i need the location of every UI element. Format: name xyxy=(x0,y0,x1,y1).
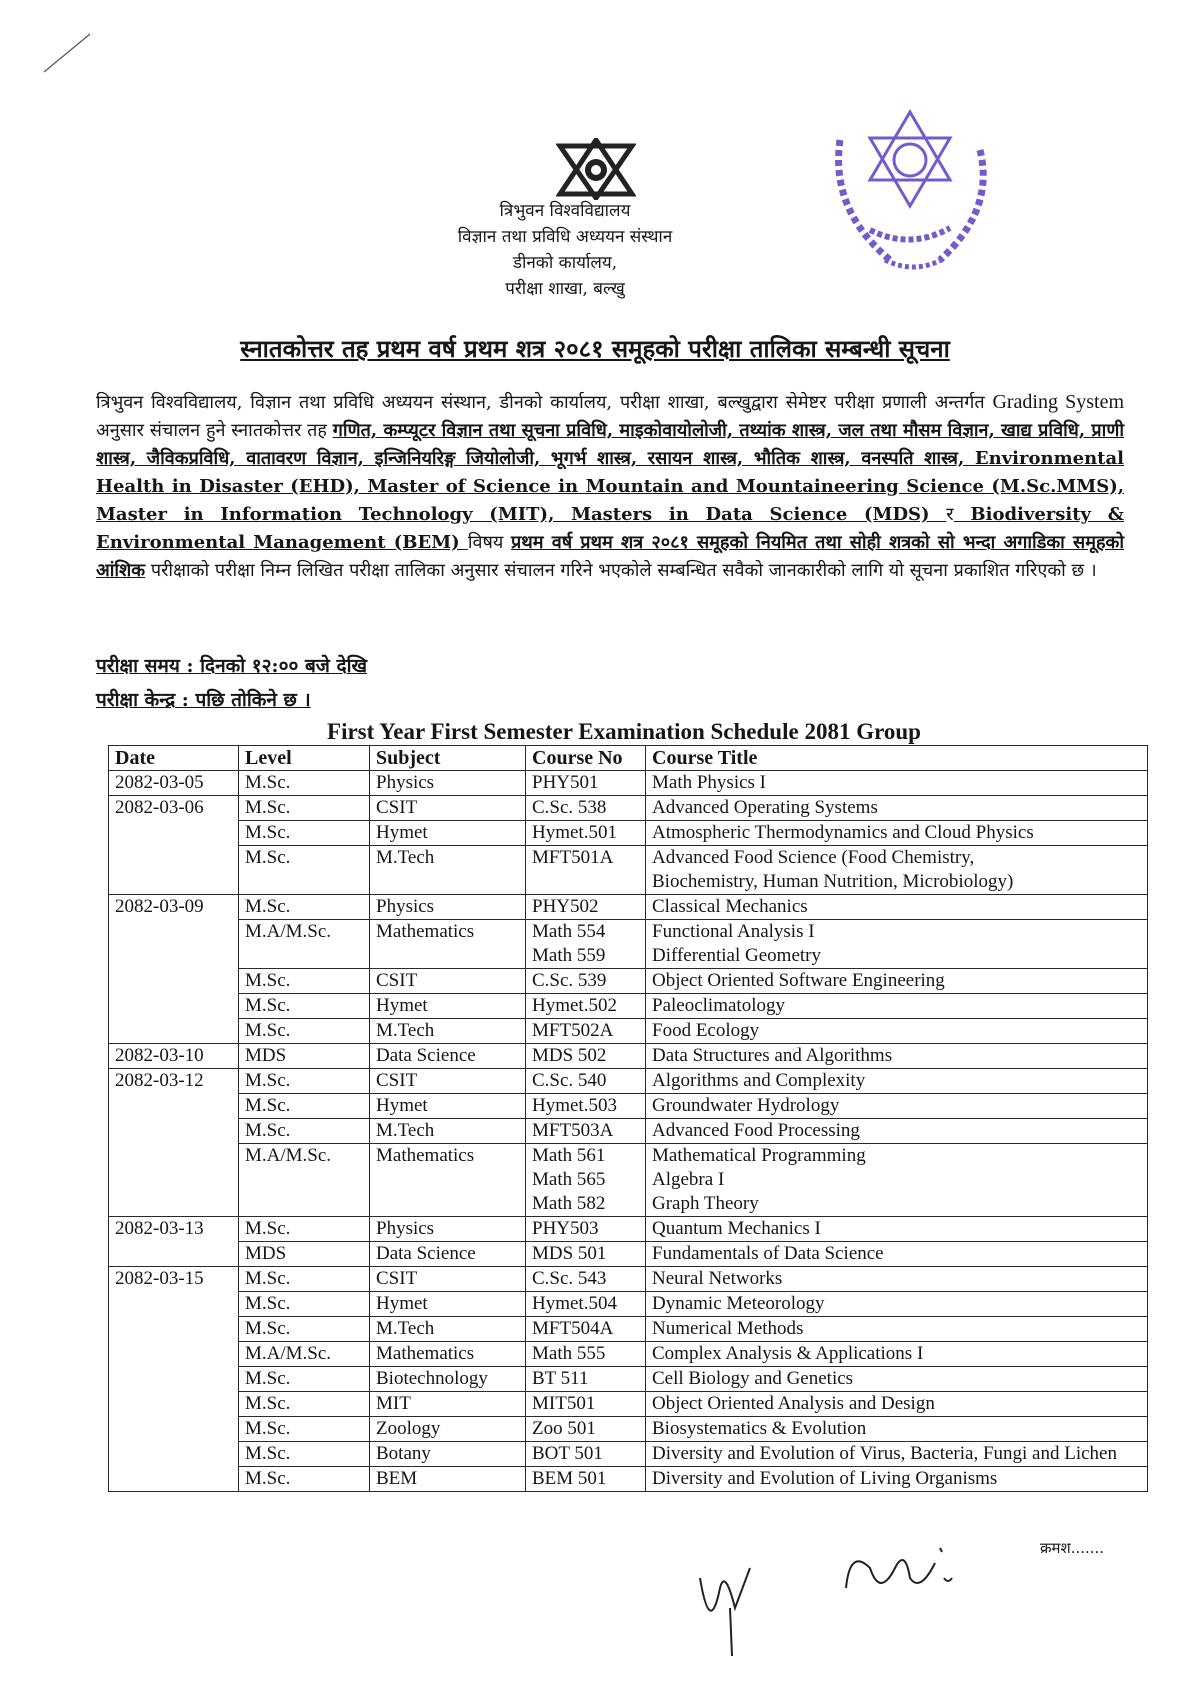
cell-course-no xyxy=(526,1242,646,1267)
course-no: C.Sc. 539 xyxy=(532,970,607,991)
cell-level: M.Sc. xyxy=(239,821,370,846)
section-name: परीक्षा शाखा, बल्खु xyxy=(505,279,625,299)
cell-course-title xyxy=(646,796,1148,821)
course-title: Classical Mechanics xyxy=(652,896,808,917)
table-row xyxy=(109,1119,1148,1144)
bem-subject: Biodiversity & Environmental Management (BEM) xyxy=(96,504,1124,553)
table-row xyxy=(109,1317,1148,1342)
course-no: BEM 501 xyxy=(532,1468,607,1489)
cell-subject: Data Science xyxy=(370,1242,526,1267)
table-title: First Year First Semester Examination Schedule 2081 Group xyxy=(327,719,921,744)
cell-date xyxy=(109,1317,239,1342)
cell-course-title xyxy=(646,1217,1148,1242)
cell-course-title xyxy=(646,1144,1148,1217)
course-title: Diversity and Evolution of Living Organisms xyxy=(652,1468,998,1489)
course-title: Data Structures and Algorithms xyxy=(652,1045,893,1066)
cell-date xyxy=(109,1144,239,1217)
course-title: Atmospheric Thermodynamics and Cloud Physics xyxy=(652,822,1034,843)
cell-course-title xyxy=(646,920,1148,969)
university-name: त्रिभुवन विश्वविद्यालय xyxy=(499,201,631,221)
cell-subject: Data Science xyxy=(370,1044,526,1069)
course-no: BOT 501 xyxy=(532,1443,603,1464)
course-title: Dynamic Meteorology xyxy=(652,1293,825,1314)
cell-level: M.Sc. xyxy=(239,1094,370,1119)
course-title: Advanced Food Processing xyxy=(652,1120,860,1141)
cell-subject: Mathematics xyxy=(370,1342,526,1367)
table-row xyxy=(109,895,1148,920)
cell-date: 2082-03-10 xyxy=(109,1044,239,1069)
course-title: Complex Analysis & Applications I xyxy=(652,1343,924,1364)
body-subject-word: विषय xyxy=(467,532,511,553)
cell-subject: Mathematics xyxy=(370,1144,526,1217)
cell-course-title xyxy=(646,895,1148,920)
cell-course-no xyxy=(526,1342,646,1367)
course-title: Paleoclimatology xyxy=(652,995,785,1016)
cell-subject: Hymet xyxy=(370,994,526,1019)
course-no: Math 582 xyxy=(532,1193,606,1214)
cell-level: M.Sc. xyxy=(239,994,370,1019)
cell-course-no xyxy=(526,1417,646,1442)
cell-course-title xyxy=(646,1267,1148,1292)
table-row xyxy=(109,1417,1148,1442)
signature-icon xyxy=(840,1538,960,1608)
cell-course-title xyxy=(646,1119,1148,1144)
cell-subject: CSIT xyxy=(370,796,526,821)
course-no: MDS 502 xyxy=(532,1045,607,1066)
cell-course-title xyxy=(646,1442,1148,1467)
course-title: Functional Analysis I xyxy=(652,921,815,942)
cell-date xyxy=(109,1019,239,1044)
cell-level: M.Sc. xyxy=(239,1019,370,1044)
cell-date: 2082-03-12 xyxy=(109,1069,239,1094)
course-no: Hymet.501 xyxy=(532,822,617,843)
table-row xyxy=(109,846,1148,895)
course-no: MIT501 xyxy=(532,1393,596,1414)
course-title: Groundwater Hydrology xyxy=(652,1095,840,1116)
cell-subject: Biotechnology xyxy=(370,1367,526,1392)
table-row xyxy=(109,1217,1148,1242)
cell-course-title xyxy=(646,1292,1148,1317)
cell-course-no xyxy=(526,771,646,796)
cell-course-title xyxy=(646,1342,1148,1367)
cell-level: M.Sc. xyxy=(239,1392,370,1417)
course-title: Advanced Food Science (Food Chemistry, Biochemistry, Human Nutrition, Microbiology) xyxy=(652,847,1014,892)
cell-level: M.Sc. xyxy=(239,1442,370,1467)
cell-subject: MIT xyxy=(370,1392,526,1417)
pen-stroke-mark xyxy=(40,28,100,78)
cell-course-no xyxy=(526,1367,646,1392)
table-row xyxy=(109,1467,1148,1492)
table-row xyxy=(109,1069,1148,1094)
cell-course-title xyxy=(646,1367,1148,1392)
cell-course-title xyxy=(646,1317,1148,1342)
cell-course-no xyxy=(526,1019,646,1044)
cell-course-no xyxy=(526,1267,646,1292)
col-header-course-no: Course No xyxy=(526,746,646,771)
cell-course-no xyxy=(526,1069,646,1094)
cell-course-no xyxy=(526,1317,646,1342)
cell-course-title xyxy=(646,1094,1148,1119)
cell-date xyxy=(109,846,239,895)
cell-level: M.Sc. xyxy=(239,1292,370,1317)
course-no: C.Sc. 540 xyxy=(532,1070,607,1091)
table-row xyxy=(109,994,1148,1019)
cell-date xyxy=(109,1392,239,1417)
course-title: Cell Biology and Genetics xyxy=(652,1368,854,1389)
table-row xyxy=(109,1367,1148,1392)
table-row xyxy=(109,821,1148,846)
cell-course-no xyxy=(526,1144,646,1217)
cell-course-title xyxy=(646,846,1148,895)
cell-level: M.Sc. xyxy=(239,1217,370,1242)
course-title: Algorithms and Complexity xyxy=(652,1070,866,1091)
course-no: MDS 501 xyxy=(532,1243,607,1264)
table-row xyxy=(109,796,1148,821)
cell-subject: Mathematics xyxy=(370,920,526,969)
cell-date xyxy=(109,1342,239,1367)
cell-date xyxy=(109,969,239,994)
cell-level: MDS xyxy=(239,1044,370,1069)
course-no: PHY502 xyxy=(532,896,599,917)
cell-level: M.Sc. xyxy=(239,895,370,920)
cell-level: M.A/M.Sc. xyxy=(239,1342,370,1367)
cell-course-title xyxy=(646,1044,1148,1069)
col-header-subject: Subject xyxy=(370,746,526,771)
cell-date xyxy=(109,1367,239,1392)
cell-level: M.A/M.Sc. xyxy=(239,1144,370,1217)
cell-course-title xyxy=(646,1417,1148,1442)
course-no: Math 554 xyxy=(532,921,606,942)
cell-level: M.Sc. xyxy=(239,1069,370,1094)
cell-date xyxy=(109,1467,239,1492)
cell-course-title xyxy=(646,1069,1148,1094)
course-no: MFT504A xyxy=(532,1318,614,1339)
cell-subject: CSIT xyxy=(370,969,526,994)
cell-subject: Physics xyxy=(370,895,526,920)
cell-course-no xyxy=(526,1217,646,1242)
cell-date xyxy=(109,1292,239,1317)
table-row xyxy=(109,771,1148,796)
tribhuvan-university-logo-icon xyxy=(556,138,636,200)
table-row xyxy=(109,1019,1148,1044)
cell-level: M.Sc. xyxy=(239,1119,370,1144)
course-no: Math 555 xyxy=(532,1343,606,1364)
cell-course-no xyxy=(526,1094,646,1119)
course-title: Fundamentals of Data Science xyxy=(652,1243,884,1264)
cell-level: M.Sc. xyxy=(239,1267,370,1292)
course-title: Differential Geometry xyxy=(652,945,821,966)
cell-subject: M.Tech xyxy=(370,1019,526,1044)
cell-subject: M.Tech xyxy=(370,1317,526,1342)
course-no: Hymet.502 xyxy=(532,995,617,1016)
course-title: Biosystematics & Evolution xyxy=(652,1418,867,1439)
cell-course-no xyxy=(526,895,646,920)
course-title: Object Oriented Analysis and Design xyxy=(652,1393,935,1414)
cell-course-title xyxy=(646,1467,1148,1492)
course-title: Neural Networks xyxy=(652,1268,783,1289)
cell-level: M.Sc. xyxy=(239,1467,370,1492)
cell-level: MDS xyxy=(239,1242,370,1267)
cell-date xyxy=(109,1442,239,1467)
course-title: Quantum Mechanics I xyxy=(652,1218,821,1239)
col-header-level: Level xyxy=(239,746,370,771)
cell-subject: Botany xyxy=(370,1442,526,1467)
col-header-date: Date xyxy=(109,746,239,771)
course-title: Math Physics I xyxy=(652,772,766,793)
cell-subject: BEM xyxy=(370,1467,526,1492)
institute-name: विज्ञान तथा प्रविधि अध्ययन संस्थान xyxy=(457,227,673,247)
cell-course-title xyxy=(646,969,1148,994)
cell-course-no xyxy=(526,1292,646,1317)
cell-course-title xyxy=(646,821,1148,846)
cell-level: M.Sc. xyxy=(239,1417,370,1442)
cell-course-no xyxy=(526,796,646,821)
course-no: BT 511 xyxy=(532,1368,589,1389)
cell-date: 2082-03-09 xyxy=(109,895,239,920)
cell-subject: CSIT xyxy=(370,1267,526,1292)
table-row xyxy=(109,1267,1148,1292)
cell-subject: Hymet xyxy=(370,1292,526,1317)
body-level-text: अनुसार संचालन हुने स्नातकोत्तर तह xyxy=(96,420,333,441)
cell-course-no xyxy=(526,846,646,895)
table-row xyxy=(109,969,1148,994)
cell-subject: Zoology xyxy=(370,1417,526,1442)
cell-date xyxy=(109,821,239,846)
exam-time: परीक्षा समय : दिनको १२:०० बजे देखि xyxy=(96,655,368,677)
table-row xyxy=(109,1392,1148,1417)
table-row xyxy=(109,1094,1148,1119)
exam-schedule-table xyxy=(108,745,1148,1492)
cell-subject: Physics xyxy=(370,1217,526,1242)
cell-level: M.Sc. xyxy=(239,771,370,796)
cell-level: M.A/M.Sc. xyxy=(239,920,370,969)
course-title: Mathematical Programming xyxy=(652,1145,866,1166)
cell-date xyxy=(109,994,239,1019)
cell-date: 2082-03-05 xyxy=(109,771,239,796)
cell-course-title xyxy=(646,1242,1148,1267)
table-header-row xyxy=(109,746,1148,771)
cell-course-no xyxy=(526,1119,646,1144)
cell-course-no xyxy=(526,1044,646,1069)
cell-date: 2082-03-06 xyxy=(109,796,239,821)
cell-subject: M.Tech xyxy=(370,846,526,895)
course-title: Numerical Methods xyxy=(652,1318,804,1339)
body-intro: त्रिभुवन विश्वविद्यालय, विज्ञान तथा प्रविधि अध्ययन संस्थान, डीनको कार्यालय, परीक्षा शाखा, बल्खुद्वारा सेमेष्टर परीक्षा प्रणाली अन्तर्गत xyxy=(96,392,993,413)
institution-header xyxy=(380,198,750,302)
cell-level: M.Sc. xyxy=(239,1317,370,1342)
cell-date: 2082-03-13 xyxy=(109,1217,239,1242)
cell-date xyxy=(109,1242,239,1267)
course-no: C.Sc. 543 xyxy=(532,1268,607,1289)
cell-subject: Hymet xyxy=(370,821,526,846)
col-header-course-title: Course Title xyxy=(646,746,1148,771)
cell-course-no xyxy=(526,969,646,994)
grading-system-text: Grading System xyxy=(992,391,1124,413)
course-no: C.Sc. 538 xyxy=(532,797,607,818)
course-no: Math 565 xyxy=(532,1169,606,1190)
cell-level: M.Sc. xyxy=(239,1367,370,1392)
schedule-body xyxy=(109,771,1148,1492)
course-title: Algebra I xyxy=(652,1169,725,1190)
course-title: Object Oriented Software Engineering xyxy=(652,970,945,991)
cell-course-no xyxy=(526,994,646,1019)
table-row xyxy=(109,1342,1148,1367)
table-row xyxy=(109,1442,1148,1467)
notice-body xyxy=(96,388,1124,585)
cell-course-no xyxy=(526,920,646,969)
course-no: PHY501 xyxy=(532,772,599,793)
course-no: Hymet.503 xyxy=(532,1095,617,1116)
subjects-list: गणित, कम्प्यूटर विज्ञान तथा सूचना प्रविधि, माइकोवायोलोजी, तथ्यांक शास्त्र, जल तथा मौसम विज्ञान, खाद्य प्रविधि, प्राणी शास्त्र, जैविकप्रविधि, वातावरण विज्ञान, इन्जिनियरिङ्ग जियोलोजी, भूगर्भ शास्त्र, रसायन शास्त्र, भौतिक शास्त्र, वनस्पति शास्त्र, Environmental Health in Disaster (EHD), Master of Science in Mountain and Mountaineering Science (M.Sc.MMS), Master in Information Technology (MIT), Masters in Data Science (MDS) xyxy=(96,420,1125,525)
cell-course-no xyxy=(526,1442,646,1467)
cell-course-title xyxy=(646,1392,1148,1417)
course-no: Math 561 xyxy=(532,1145,606,1166)
cell-course-no xyxy=(526,1467,646,1492)
cell-level: M.Sc. xyxy=(239,846,370,895)
course-no: PHY503 xyxy=(532,1218,599,1239)
cell-date xyxy=(109,1417,239,1442)
course-no: MFT501A xyxy=(532,847,614,868)
continued-note: क्रमश....... xyxy=(1040,1539,1105,1557)
signature-icon xyxy=(690,1548,770,1658)
course-title: Food Ecology xyxy=(652,1020,760,1041)
office-seal-icon xyxy=(810,100,1010,300)
cell-subject: CSIT xyxy=(370,1069,526,1094)
cell-course-no xyxy=(526,1392,646,1417)
table-row xyxy=(109,1292,1148,1317)
table-row xyxy=(109,920,1148,969)
course-title: Diversity and Evolution of Virus, Bacteria, Fungi and Lichen xyxy=(652,1443,1117,1464)
cell-course-title xyxy=(646,771,1148,796)
exam-center: परीक्षा केन्द्र : पछि तोकिने छ । xyxy=(96,689,311,711)
cell-subject: Hymet xyxy=(370,1094,526,1119)
cell-level: M.Sc. xyxy=(239,969,370,994)
office-name: डीनको कार्यालय, xyxy=(512,253,618,273)
table-row xyxy=(109,1242,1148,1267)
body-closing: परीक्षाको परीक्षा निम्न लिखित परीक्षा तालिका अनुसार संचालन गरिने भएकोले सम्बन्धित सवैको जानकारीको लागि यो सूचना प्रकाशित गरिएको छ । xyxy=(145,560,1097,581)
course-title: Advanced Operating Systems xyxy=(652,797,878,818)
semester-group-text: प्रथम वर्ष प्रथम शत्र २०८१ समूहको नियमित तथा सोही शत्रको सो भन्दा अगाडिका समूहको आंशिक xyxy=(96,532,1124,581)
course-no: MFT503A xyxy=(532,1120,614,1141)
cell-subject: M.Tech xyxy=(370,1119,526,1144)
cell-course-title xyxy=(646,1019,1148,1044)
course-no: MFT502A xyxy=(532,1020,614,1041)
cell-date xyxy=(109,1119,239,1144)
notice-title: स्नातकोत्तर तह प्रथम वर्ष प्रथम शत्र २०८१ समूहको परीक्षा तालिका सम्बन्धी सूचना xyxy=(240,334,950,363)
course-no: Math 559 xyxy=(532,945,606,966)
table-row xyxy=(109,1044,1148,1069)
cell-course-title xyxy=(646,994,1148,1019)
body-conjunction: र xyxy=(946,504,954,525)
cell-date: 2082-03-15 xyxy=(109,1267,239,1292)
course-no: Hymet.504 xyxy=(532,1293,617,1314)
course-title: Graph Theory xyxy=(652,1193,759,1214)
table-row xyxy=(109,1144,1148,1217)
cell-date xyxy=(109,1094,239,1119)
cell-date xyxy=(109,920,239,969)
cell-subject: Physics xyxy=(370,771,526,796)
cell-course-no xyxy=(526,821,646,846)
cell-level: M.Sc. xyxy=(239,796,370,821)
course-no: Zoo 501 xyxy=(532,1418,596,1439)
